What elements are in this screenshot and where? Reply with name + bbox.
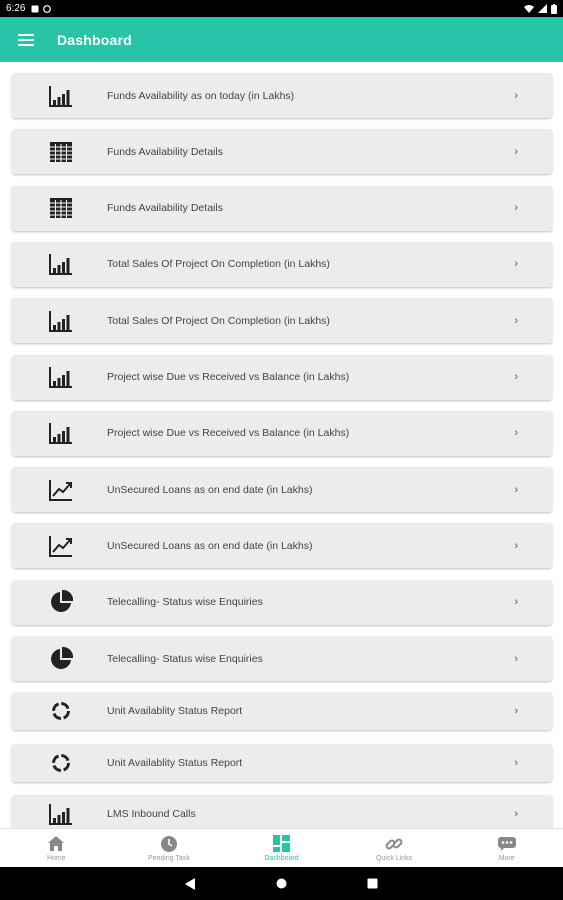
pie-chart-icon — [49, 647, 73, 671]
table-icon — [49, 140, 73, 164]
system-navigation-bar — [0, 867, 563, 900]
chevron-right-icon: › — [514, 808, 518, 820]
chevron-right-icon: › — [514, 89, 518, 102]
line-chart-icon — [49, 534, 73, 558]
card-label: Total Sales Of Project On Completion (in Lakhs) — [107, 258, 330, 271]
dashboard-icon — [272, 835, 290, 853]
nav-item-more[interactable] — [450, 829, 563, 867]
dashboard-card[interactable] — [12, 411, 552, 456]
chevron-right-icon: › — [514, 652, 518, 665]
dashboard-list[interactable] — [0, 62, 563, 828]
card-label: Unit Availablity Status Report — [107, 705, 243, 717]
bar-chart-icon — [49, 309, 73, 333]
chevron-right-icon: › — [514, 705, 518, 717]
bar-chart-icon — [49, 252, 73, 276]
page-title: Dashboard — [57, 31, 132, 48]
dashboard-card[interactable] — [12, 73, 552, 118]
card-label: Telecalling- Status wise Enquiries — [107, 596, 263, 609]
line-chart-icon — [49, 478, 73, 502]
chevron-right-icon: › — [514, 596, 518, 609]
card-label: Project wise Due vs Received vs Balance (in Lakhs) — [107, 427, 350, 440]
nav-item-home[interactable] — [0, 829, 113, 867]
home-icon — [47, 835, 65, 853]
status-time: 6:26 — [6, 3, 26, 14]
dashboard-card[interactable] — [12, 636, 552, 681]
bottom-navigation — [0, 828, 563, 867]
dashboard-card[interactable] — [12, 467, 552, 512]
nav-item-quick-links[interactable] — [338, 829, 451, 867]
card-label: Project wise Due vs Received vs Balance (in Lakhs) — [107, 371, 350, 383]
card-label: Funds Availability Details — [107, 202, 223, 215]
back-button[interactable] — [185, 878, 196, 890]
dashboard-card[interactable] — [12, 744, 552, 782]
card-label: UnSecured Loans as on end date (in Lakhs) — [107, 539, 313, 552]
dashboard-card[interactable] — [12, 242, 552, 287]
donut-chart-icon — [49, 699, 73, 723]
chevron-right-icon: › — [514, 371, 518, 383]
card-label: LMS Inbound Calls — [107, 808, 196, 820]
bar-chart-icon — [49, 421, 73, 445]
bar-chart-icon — [49, 365, 73, 389]
chevron-right-icon: › — [514, 145, 518, 158]
card-label: Funds Availability as on today (in Lakhs) — [107, 89, 295, 102]
dashboard-card[interactable] — [12, 355, 552, 400]
nav-item-pending-task[interactable] — [113, 829, 226, 867]
bar-chart-icon — [49, 84, 73, 108]
chevron-right-icon: › — [514, 427, 518, 440]
card-label: Telecalling- Status wise Enquiries — [107, 652, 263, 665]
battery-icon — [551, 4, 557, 14]
notification-icon — [31, 5, 39, 13]
chevron-right-icon: › — [514, 258, 518, 271]
pie-chart-icon — [49, 590, 73, 614]
recents-button[interactable] — [367, 878, 378, 889]
home-circle-icon — [276, 878, 287, 889]
app-bar — [0, 17, 563, 62]
card-label: Unit Availablity Status Report — [107, 756, 243, 769]
status-bar — [0, 0, 563, 17]
dashboard-card[interactable] — [12, 186, 552, 231]
nav-item-dashboard[interactable] — [225, 829, 338, 867]
nav-label: Dashboard — [264, 854, 299, 862]
card-label: Total Sales Of Project On Completion (in Lakhs) — [107, 314, 330, 327]
table-icon — [49, 196, 73, 220]
card-label: UnSecured Loans as on end date (in Lakhs) — [107, 483, 313, 496]
dashboard-card[interactable] — [12, 129, 552, 174]
signal-icon — [538, 4, 547, 13]
donut-chart-icon — [49, 751, 73, 775]
wifi-icon — [524, 4, 534, 13]
card-label: Funds Availability Details — [107, 145, 223, 158]
bar-chart-icon — [49, 802, 73, 826]
sync-icon — [43, 5, 51, 13]
chevron-right-icon: › — [514, 756, 518, 769]
nav-label: More — [498, 854, 515, 862]
pending-icon — [160, 835, 178, 853]
dashboard-card[interactable] — [12, 298, 552, 343]
more-icon — [498, 835, 516, 853]
dashboard-card[interactable] — [12, 692, 552, 730]
chevron-right-icon: › — [514, 539, 518, 552]
home-system-button[interactable] — [276, 878, 287, 889]
dashboard-card[interactable] — [12, 580, 552, 625]
chevron-right-icon: › — [514, 314, 518, 327]
chevron-right-icon: › — [514, 483, 518, 496]
chevron-right-icon: › — [514, 202, 518, 215]
back-triangle-icon — [185, 878, 196, 890]
hamburger-menu-icon[interactable] — [18, 34, 34, 46]
dashboard-card[interactable] — [12, 795, 552, 828]
nav-label: Home — [46, 854, 66, 862]
link-icon — [385, 835, 403, 853]
nav-label: Pending Task — [147, 854, 190, 862]
dashboard-card[interactable] — [12, 523, 552, 568]
nav-label: Quick Links — [375, 854, 413, 862]
recents-square-icon — [367, 878, 378, 889]
